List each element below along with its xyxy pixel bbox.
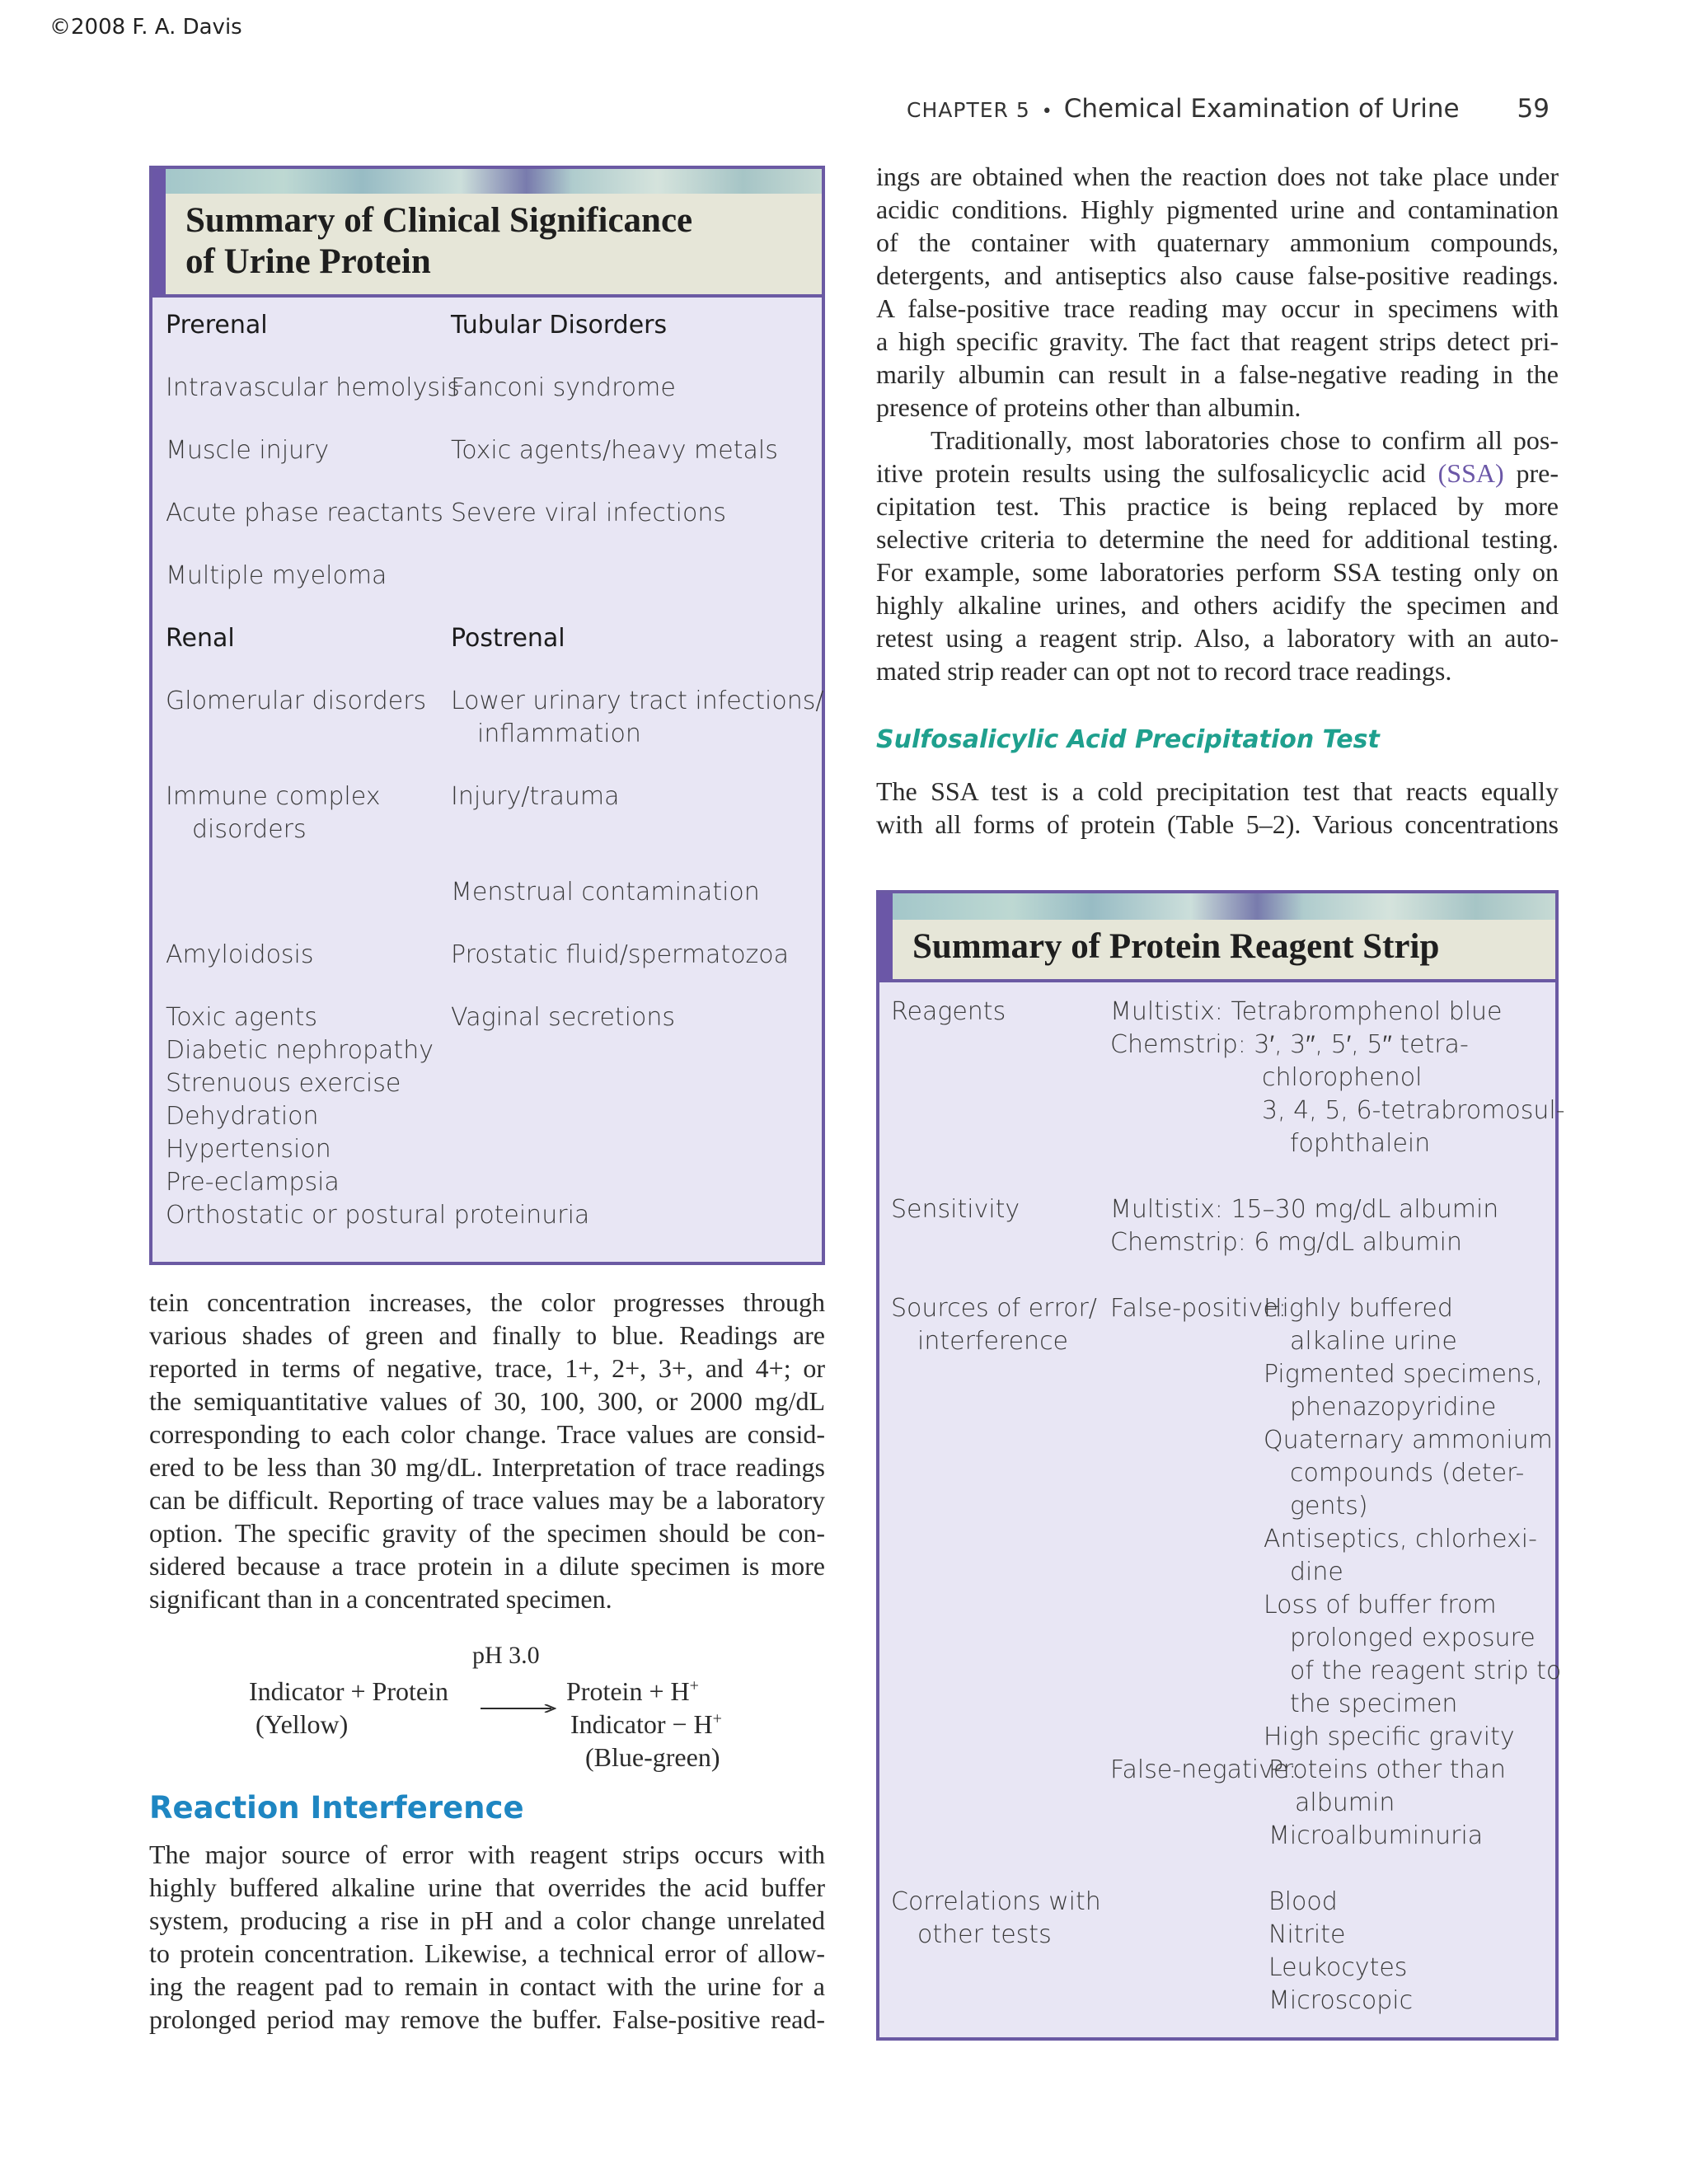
list-item: Lower urinary tract infections/ inflammation bbox=[451, 687, 824, 748]
list-item: Severe viral infections bbox=[451, 499, 727, 527]
reagents-label: Reagents bbox=[891, 997, 1006, 1026]
list-item: Amyloidosis bbox=[166, 940, 314, 969]
reagent-strip-summary-box bbox=[876, 890, 1565, 2041]
box-title: Summary of Clinical Significance of Urine Protein bbox=[185, 201, 693, 281]
reaction-product-1: Protein + H+ bbox=[566, 1676, 699, 1706]
page-number: 59 bbox=[1517, 94, 1550, 124]
list-item: Multiple myeloma bbox=[166, 561, 387, 590]
list-item: Prostatic fluid/spermatozoa bbox=[451, 940, 790, 969]
postrenal-heading: Postrenal bbox=[451, 624, 565, 653]
list-item: Menstrual contamination bbox=[451, 878, 760, 907]
section-heading: Reaction Interference bbox=[149, 1790, 524, 1825]
correlations-label: Correlations with other tests bbox=[891, 1887, 1101, 1949]
reaction-condition: pH 3.0 bbox=[472, 1642, 540, 1669]
reagents-value: Multistix: Tetrabromphenol blue Chemstrip: 3′, 3′′, 5′, 5′′ tetra- chlorophenol 3, 4, 5, 6-tetrabromosul- fophthalein bbox=[1110, 997, 1565, 1158]
false-negative-label: False-negative: bbox=[1110, 1755, 1297, 1784]
prerenal-heading: Prerenal bbox=[166, 311, 268, 340]
decorative-band bbox=[893, 893, 1555, 920]
list-item: Injury/trauma bbox=[451, 782, 620, 811]
list-item: Immune complex disorders bbox=[166, 782, 381, 844]
list-item: Acute phase reactants bbox=[166, 499, 443, 527]
box-title: Summary of Protein Reagent Strip bbox=[912, 927, 1440, 966]
list-item: Toxic agents/heavy metals bbox=[451, 436, 778, 465]
reaction-reactant-color: (Yellow) bbox=[256, 1709, 349, 1739]
ssa-paragraph: The SSA test is a cold precipitation test that reacts equally with all forms of protein (Table 5–2). Various concentrations bbox=[876, 776, 1559, 839]
chapter-title: Chemical Examination of Urine bbox=[1063, 94, 1460, 124]
box-header bbox=[152, 169, 822, 298]
copyright-notice: ©2008 F. A. Davis bbox=[49, 15, 242, 40]
false-positive-label: False-positive: bbox=[1110, 1294, 1287, 1323]
list-item: Intravascular hemolysis bbox=[166, 373, 460, 402]
reaction-product-2: Indicator − H+ bbox=[570, 1709, 722, 1739]
reaction-reactants: Indicator + Protein bbox=[249, 1676, 448, 1706]
false-negative-list: Proteins other than albumin Microalbuminuria bbox=[1268, 1755, 1506, 1850]
list-item: Vaginal secretions bbox=[451, 1003, 675, 1032]
sensitivity-label: Sensitivity bbox=[891, 1195, 1020, 1224]
list-item: Toxic agents Diabetic nephropathy Strenuous exercise Dehydration Hypertension Pre-eclampsia Orthostatic or postural proteinuria bbox=[166, 1003, 590, 1230]
false-positive-paragraph: ings are obtained when the reaction does not take place under acidic conditions. Highly pigmented urine and contamination of the container with quaternary ammonium compounds, detergents, and antiseptics also cause false-positive readings. A false-positive trace reading may occur in specimens with a high specific gravity. The fact that reagent strips detect pri- marily albumin can result in a false-negative reading in the presence of proteins other than albumin. Traditionally, most laboratories chose to confirm all pos- itive protein results using the sulfosalicyclic acid (SSA) pre- cipitation test. This practice is being replaced by more selective criteria to determine the need for additional testing. For example, some laboratories perform SSA testing only on highly alkaline urines, and others acidify the specimen and retest using a reagent strip. Also, a laboratory with an auto- mated strip reader can opt not to record trace readings. bbox=[876, 162, 1559, 686]
reaction-product-color: (Blue-green) bbox=[585, 1742, 720, 1772]
separator: • bbox=[1041, 101, 1053, 122]
tubular-heading: Tubular Disorders bbox=[451, 311, 668, 340]
list-item: Fanconi syndrome bbox=[451, 373, 676, 402]
protein-reading-paragraph: tein concentration increases, the color progresses through various shades of green and finally to blue. Readings are reported in terms of negative, trace, 1+, 2+, 3+, and 4+; or the semiquantitative values of 30, 100, 300, or 2000 mg/dL corresponding to each color change. Trace values are consid- ered to be less than 30 mg/dL. Interpretation of trace readings can be difficult. Reporting of trace values may be a laboratory option. The specific gravity of the specimen should be con- sidered because a trace protein in a dilute specimen is more significant than in a concentrated specimen. bbox=[149, 1287, 825, 1614]
decorative-band bbox=[166, 169, 822, 194]
box-header bbox=[879, 893, 1555, 982]
list-item: Glomerular disorders bbox=[166, 687, 427, 715]
ssa-abbreviation: (SSA) bbox=[1437, 458, 1504, 488]
subsection-heading: Sulfosalicylic Acid Precipitation Test bbox=[876, 725, 1380, 754]
list-item: Muscle injury bbox=[166, 436, 330, 465]
sources-label: Sources of error/ interference bbox=[891, 1294, 1097, 1356]
chapter-label: CHAPTER 5 bbox=[907, 98, 1030, 122]
sensitivity-value: Multistix: 15–30 mg/dL albumin Chemstrip: 6 mg/dL albumin bbox=[1110, 1195, 1499, 1257]
renal-heading: Renal bbox=[166, 624, 235, 653]
correlations-list: Blood Nitrite Leukocytes Microscopic bbox=[1268, 1887, 1414, 2015]
clinical-significance-box bbox=[149, 166, 825, 1265]
running-head bbox=[857, 94, 1550, 124]
interference-paragraph: The major source of error with reagent strips occurs with highly buffered alkaline urine that overrides the acid buffer system, producing a rise in pH and a color change unrelated to protein concentration. Likewise, a technical error of allow- ing the reagent pad to remain in contact with the urine for a prolonged period may remove the buffer. False-positive read- bbox=[149, 1840, 825, 2034]
reaction-arrow-icon bbox=[481, 1704, 556, 1713]
false-positive-list: Highly buffered alkaline urine Pigmented specimens, phenazopyridine Quaternary ammonium compounds (deter- gents) Antiseptics, chlorhexi- dine Loss of buffer from prolonged exposure of the reagent strip to the specimen High specific gravity bbox=[1264, 1294, 1562, 1751]
